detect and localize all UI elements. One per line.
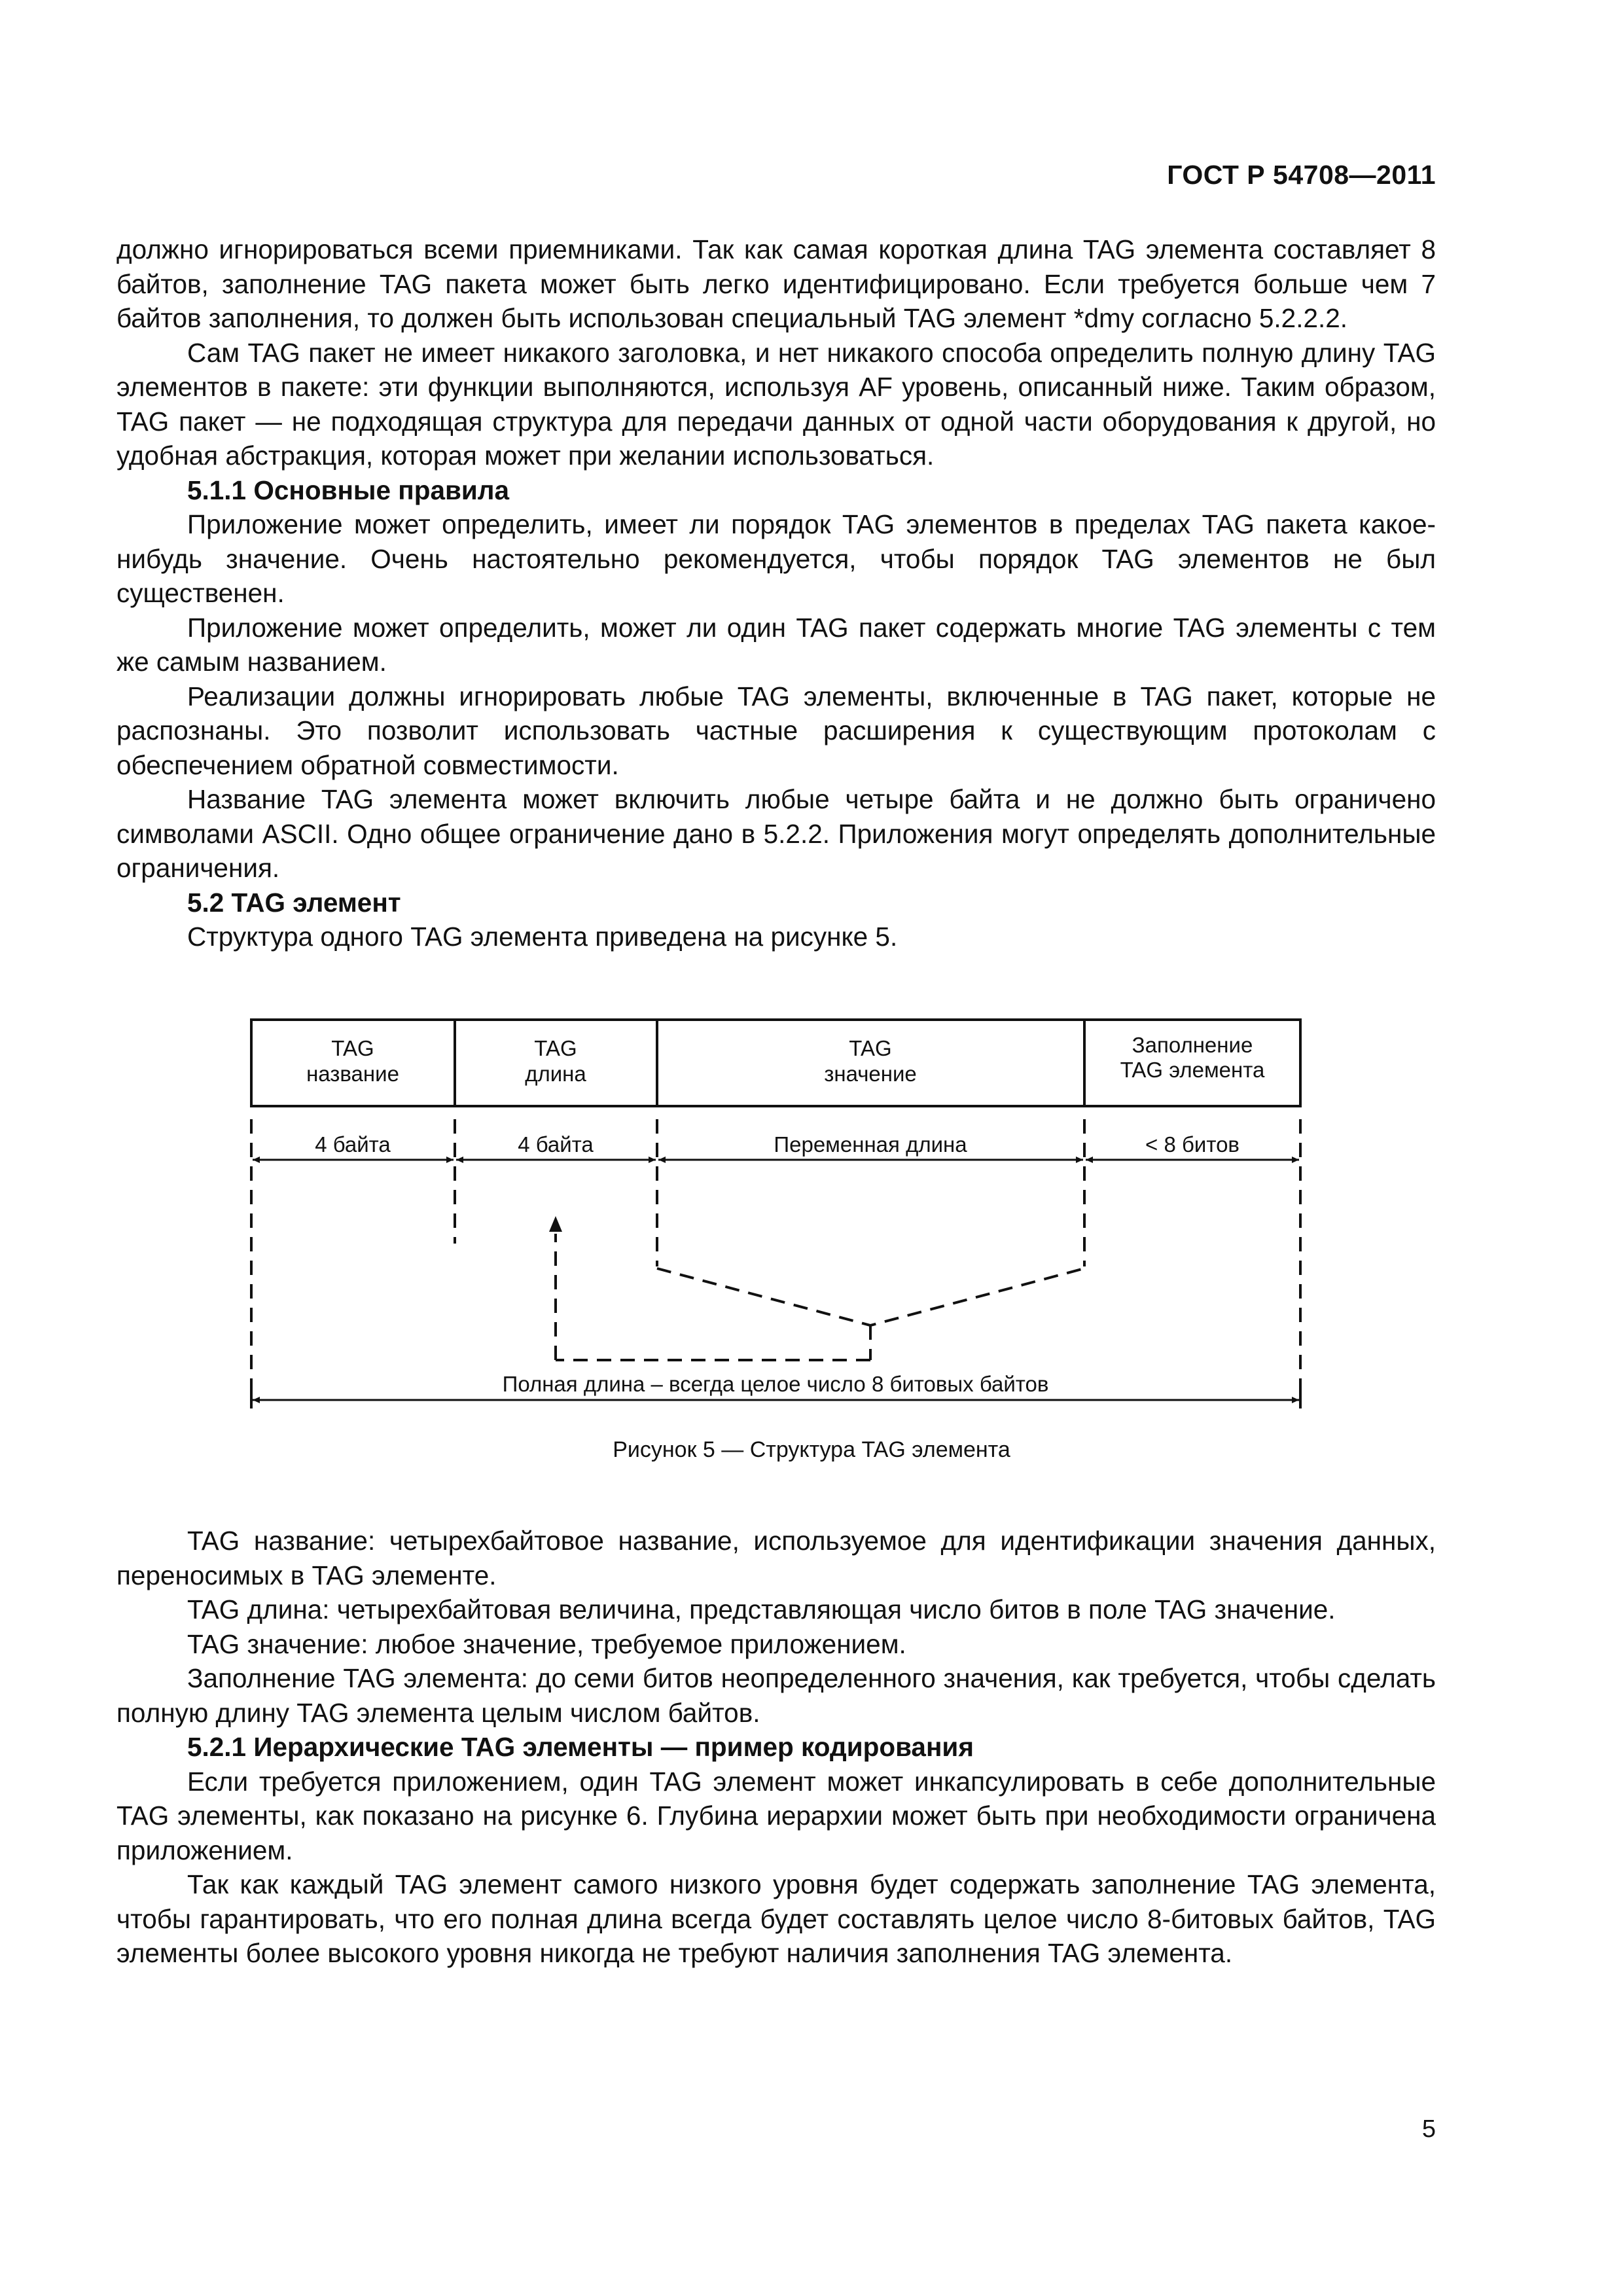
field-padding-label: TAG элемента (1120, 1058, 1265, 1082)
paragraph: Если требуется приложением, один TAG элемент может инкапсулировать в себе дополнительные TAG элементы, как показано на рисунке 6. Глубина иерархии может быть при необходимости ограничена приложением. (116, 1766, 1436, 1865)
definition-paragraph: TAG длина: четырехбайтовая величина, представляющая число битов в поле TAG значение. (187, 1594, 1336, 1624)
paragraph: Название TAG элемента может включить любые четыре байта и не должно быть ограничено символами ASCII. Одно общее ограничение дано в 5.2.2. Приложения могут определять дополнительные ограничения. (116, 784, 1436, 883)
length-label: Переменная длина (774, 1132, 967, 1157)
body-text-bottom (116, 1524, 1436, 1971)
definition-paragraph: TAG название: четырехбайтовое название, используемое для идентификации значения данных, переносимых в TAG элементе. (116, 1526, 1436, 1590)
tag-structure-diagram (242, 1008, 1309, 1420)
paragraph: Приложение может определить, может ли один TAG пакет содержать многие TAG элементы с тем же самым названием. (116, 612, 1436, 677)
definition-paragraph: TAG значение: любое значение, требуемое приложением. (187, 1628, 906, 1659)
paragraph: должно игнорироваться всеми приемниками. Так как самая короткая длина TAG элемента составляет 8 байтов, заполнение TAG пакета может быть легко идентифицировано. Если требуется больше чем 7 байтов заполнения, то должен быть использован специальный TAG элемент *dmy согласно 5.2.2.2. (116, 234, 1436, 333)
section-heading-5-1-1: 5.1.1 Основные правила (187, 475, 510, 505)
length-label: 4 байта (315, 1132, 391, 1157)
paragraph: Реализации должны игнорировать любые TAG элементы, включенные в TAG пакет, которые не распознаны. Это позволит использовать частные расширения к существующим протоколам с обеспечением обратной совместимости. (116, 681, 1436, 780)
field-length-label: длина (525, 1062, 586, 1086)
figure-tag-structure (242, 1008, 1309, 1420)
paragraph: Приложение может определить, имеет ли порядок TAG элементов в пределах TAG пакета какое-нибудь значение. Очень настоятельно рекомендуется, чтобы порядок TAG элементов не был существенен. (116, 509, 1436, 608)
document-number: ГОСТ Р 54708—2011 (1167, 160, 1436, 190)
field-name-label: название (306, 1062, 399, 1086)
field-padding-label: Заполнение (1132, 1033, 1253, 1057)
field-length-label: TAG (534, 1036, 577, 1060)
field-value-label: TAG (849, 1036, 892, 1060)
body-text-top (116, 232, 1436, 954)
section-heading-5-2: 5.2 TAG элемент (187, 887, 401, 918)
up-arrow-icon (549, 1216, 562, 1232)
value-bracket (657, 1268, 1084, 1325)
figure-caption: Рисунок 5 — Структура TAG элемента (613, 1437, 1010, 1462)
length-label: < 8 битов (1145, 1132, 1240, 1157)
page-number: 5 (1421, 2115, 1436, 2143)
paragraph: Так как каждый TAG элемент самого низкого уровня будет содержать заполнение TAG элемента, чтобы гарантировать, что его полная длина всегда будет составлять целое число 8-битовых байтов, TAG элементы более высокого уровня никогда не требуют наличия заполнения TAG элемента. (116, 1869, 1436, 1968)
paragraph: Сам TAG пакет не имеет никакого заголовка, и нет никакого способа определить полную длину TAG элементов в пакете: эти функции выполняются, используя AF уровень, описанный ниже. Таким образом, TAG пакет — не подходящая структура для передачи данных от одной части оборудования к другой, но удобная абстракция, которая может при желании использоваться. (116, 337, 1436, 471)
section-heading-5-2-1: 5.2.1 Иерархические TAG элементы — пример кодирования (187, 1732, 974, 1762)
field-value-label: значение (824, 1062, 917, 1086)
definition-paragraph: Заполнение TAG элемента: до семи битов неопределенного значения, как требуется, чтобы сделать полную длину TAG элемента целым числом байтов. (116, 1663, 1436, 1728)
field-name-label: TAG (331, 1036, 374, 1060)
length-label: 4 байта (518, 1132, 594, 1157)
total-length-label: Полная длина – всегда целое число 8 битовых байтов (502, 1372, 1049, 1396)
paragraph: Структура одного TAG элемента приведена на рисунке 5. (187, 922, 898, 952)
